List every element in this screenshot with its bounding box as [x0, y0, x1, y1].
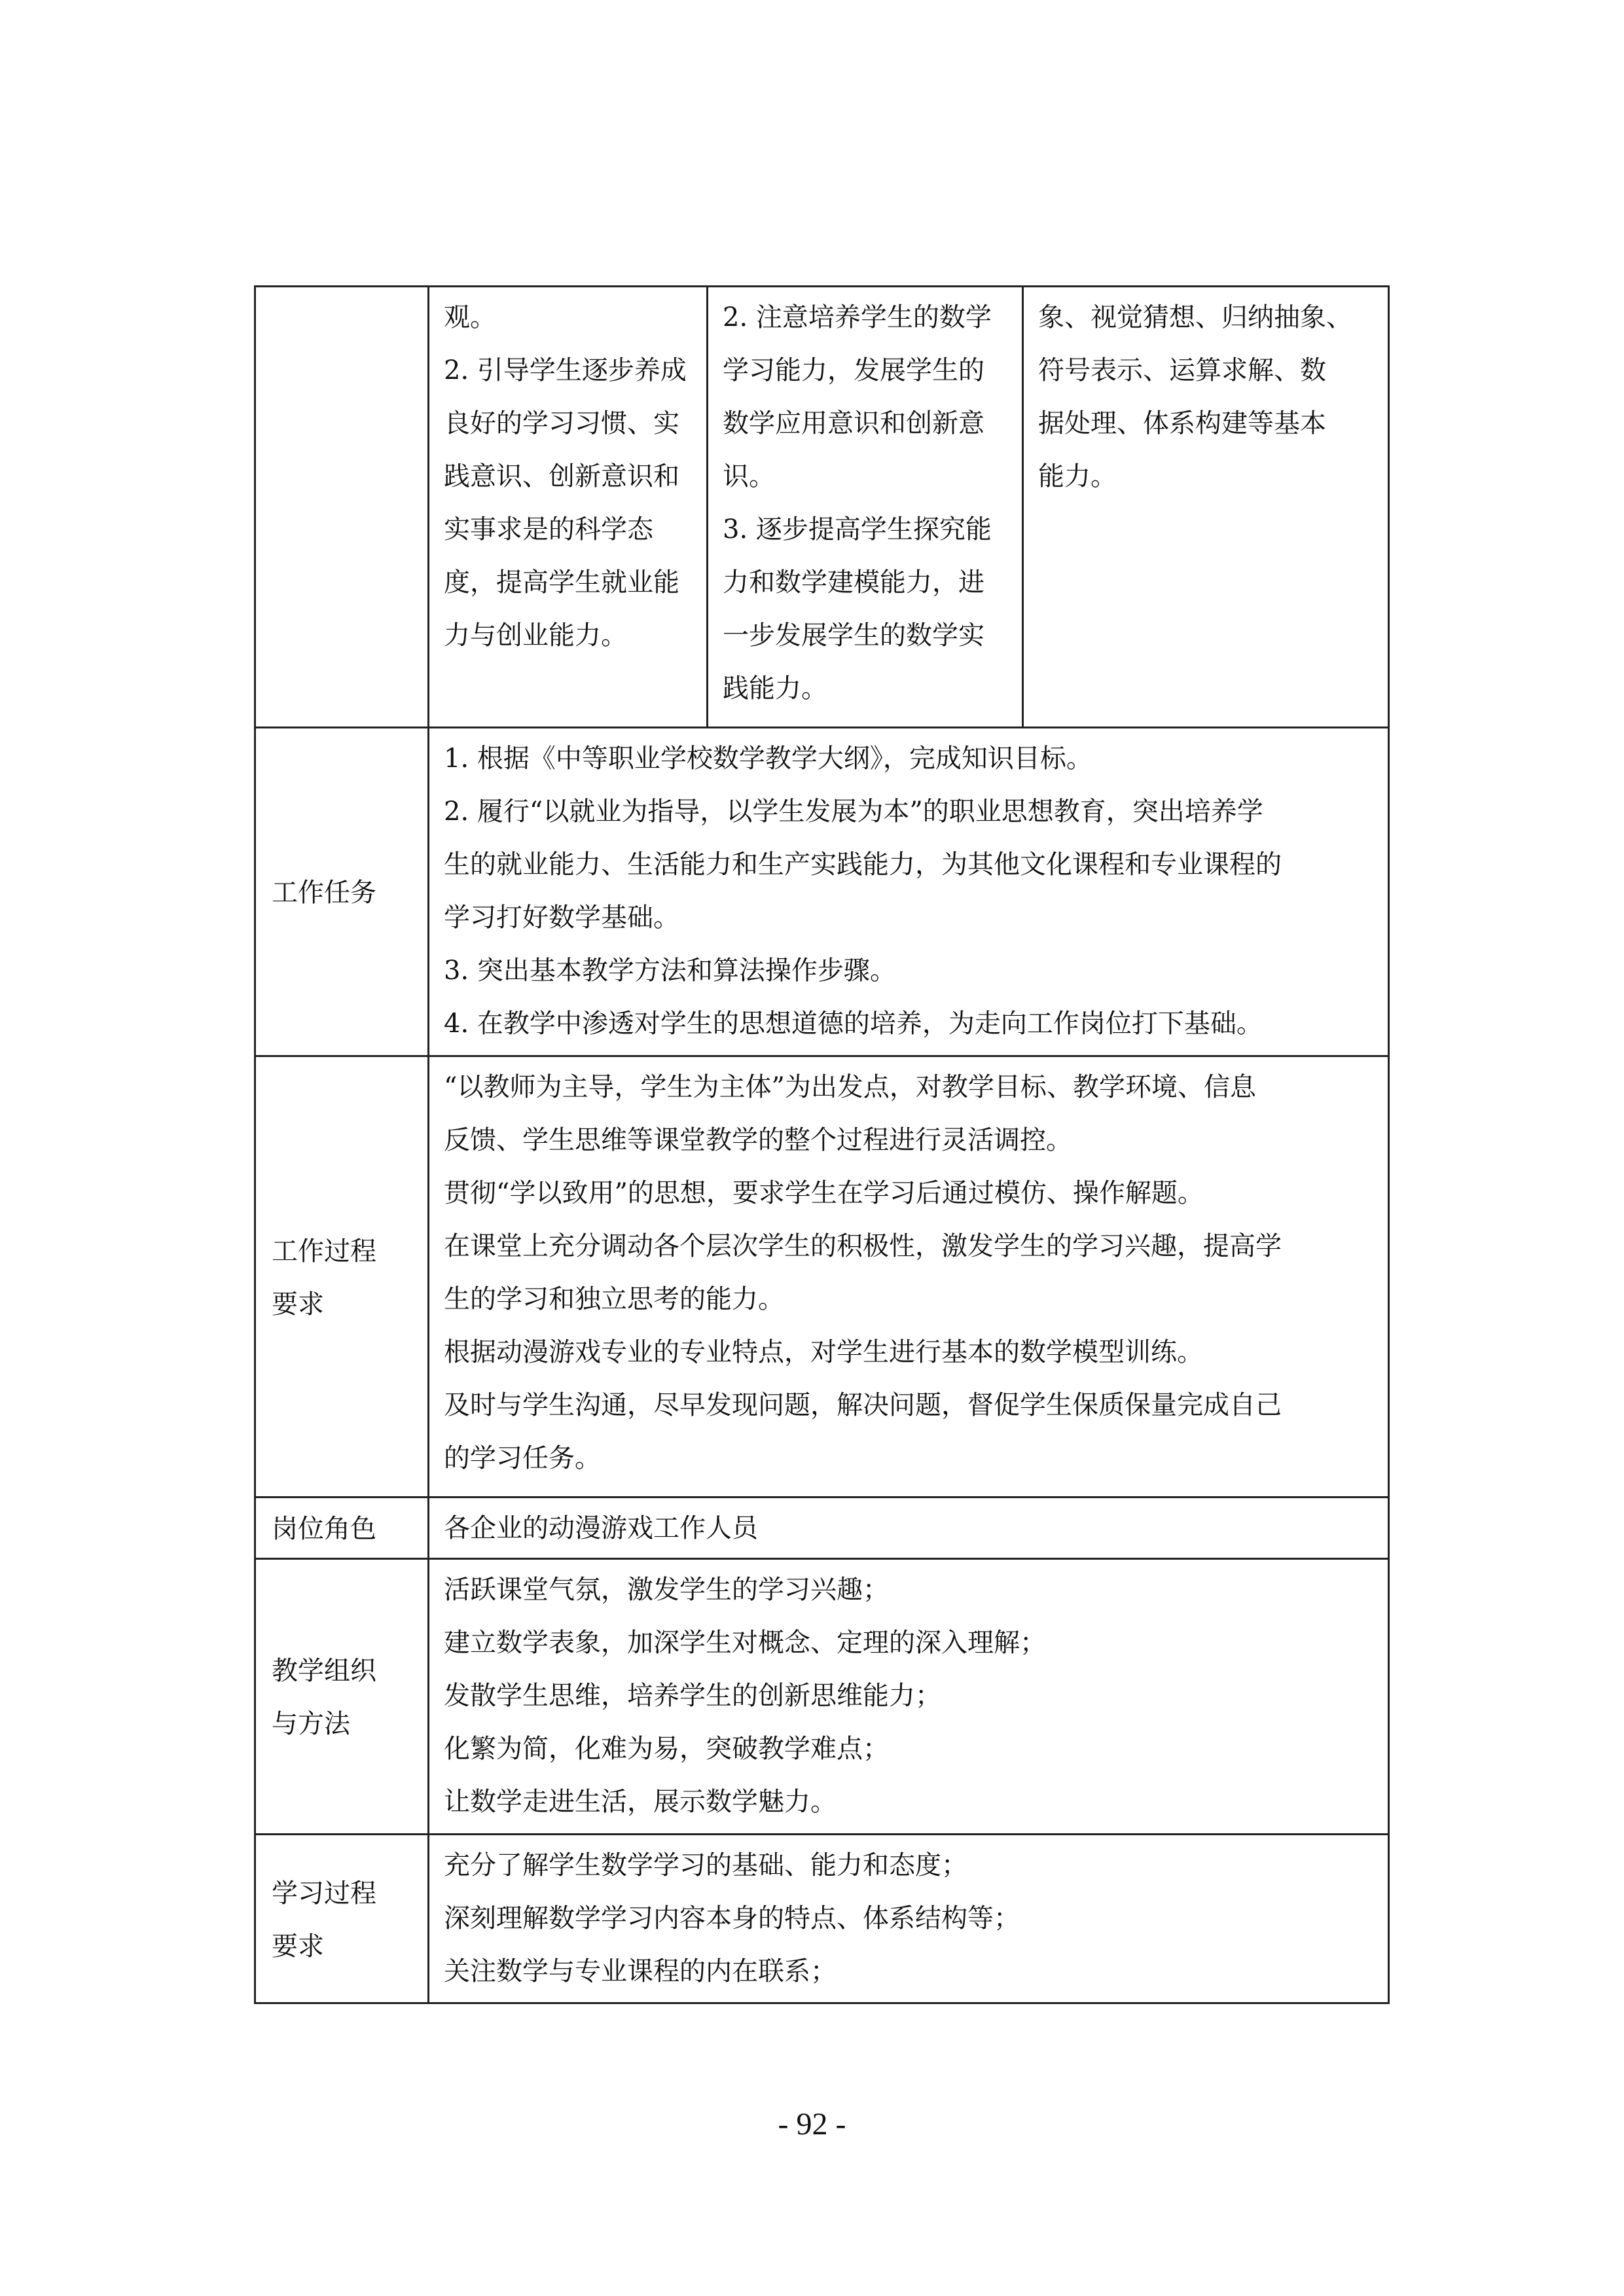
objectives-cell-1 — [429, 287, 708, 728]
row-content-work-process — [429, 1056, 1389, 1498]
row-label-work-tasks — [255, 728, 429, 1056]
objectives-cell-3 — [1023, 287, 1389, 728]
text-line: 教学组织 — [272, 1656, 376, 1686]
text-line: 观。 — [444, 302, 496, 332]
text-line: 能力。 — [1038, 461, 1117, 492]
row-label-teaching-methods — [255, 1559, 429, 1835]
text-line: 象、视觉猜想、归纳抽象、 — [1038, 302, 1352, 332]
page-number: - 92 - — [778, 2107, 846, 2142]
table-row-teaching-methods — [255, 1559, 1389, 1835]
text-line: 建立数学表象，加深学生对概念、定理的深入理解； — [444, 1628, 1046, 1658]
text-line: 践意识、创新意识和 — [444, 461, 679, 492]
course-table — [254, 285, 1390, 2004]
text-line: 2. 注意培养学生的数学 — [723, 302, 992, 332]
text-line: 生的学习和独立思考的能力。 — [444, 1284, 784, 1314]
text-line: 的学习任务。 — [444, 1443, 601, 1473]
text-line: “以教师为主导，学生为主体”为出发点，对教学目标、教学环境、信息 — [444, 1072, 1256, 1102]
text-line: 让数学走进生活，展示数学魅力。 — [444, 1787, 837, 1817]
text-line: 2. 引导学生逐步养成 — [444, 355, 687, 386]
text-line: 关注数学与专业课程的内在联系； — [444, 1956, 837, 1986]
row-content-teaching-methods — [429, 1559, 1389, 1835]
row-content-learning-process — [429, 1835, 1389, 2003]
text-line: 4. 在教学中渗透对学生的思想道德的培养，为走向工作岗位打下基础。 — [444, 1009, 1263, 1039]
text-line: 反馈、学生思维等课堂教学的整个过程进行灵活调控。 — [444, 1125, 1072, 1155]
text-line: 力与创业能力。 — [444, 620, 627, 651]
text-line: 1. 根据《中等职业学校数学教学大纲》，完成知识目标。 — [444, 744, 1092, 774]
text-line: 化繁为简，化难为易，突破教学难点； — [444, 1734, 889, 1764]
text-line: 岗位角色 — [272, 1514, 376, 1544]
table-row-work-process — [255, 1056, 1389, 1498]
text-line: 识。 — [723, 461, 775, 492]
text-line: 一步发展学生的数学实 — [723, 620, 984, 651]
text-line: 要求 — [272, 1931, 324, 1962]
table-row-objectives-continued — [255, 287, 1389, 728]
text-line: 实事求是的科学态 — [444, 514, 653, 545]
text-line: 学习过程 — [272, 1878, 376, 1909]
text-line: 据处理、体系构建等基本 — [1038, 408, 1326, 439]
text-line: 学习打好数学基础。 — [444, 903, 679, 933]
text-line: 度，提高学生就业能 — [444, 567, 679, 598]
text-line: 活跃课堂气氛，激发学生的学习兴趣； — [444, 1575, 889, 1605]
text-line: 及时与学生沟通，尽早发现问题，解决问题，督促学生保质保量完成自己 — [444, 1390, 1282, 1420]
text-line: 与方法 — [272, 1709, 350, 1739]
row-content-job-role — [429, 1498, 1389, 1559]
text-line: 力和数学建模能力，进 — [723, 567, 984, 598]
text-line: 生的就业能力、生活能力和生产实践能力，为其他文化课程和专业课程的 — [444, 850, 1282, 880]
text-line: 学习能力，发展学生的 — [723, 355, 984, 386]
text-line: 发散学生思维，培养学生的创新思维能力； — [444, 1681, 941, 1711]
text-line: 各企业的动漫游戏工作人员 — [444, 1513, 758, 1543]
text-line: 3. 突出基本教学方法和算法操作步骤。 — [444, 956, 896, 986]
table-row-job-role — [255, 1498, 1389, 1559]
text-line: 3. 逐步提高学生探究能 — [723, 514, 992, 545]
text-line: 符号表示、运算求解、数 — [1038, 355, 1326, 386]
text-line: 数学应用意识和创新意 — [723, 408, 984, 439]
text-line: 2. 履行“以就业为指导，以学生发展为本”的职业思想教育，突出培养学 — [444, 797, 1263, 827]
text-line: 要求 — [272, 1289, 324, 1319]
table-row-work-tasks — [255, 728, 1389, 1056]
text-line: 工作过程 — [272, 1236, 376, 1266]
text-line: 工作任务 — [272, 878, 376, 908]
row-label-job-role — [255, 1498, 429, 1559]
text-line: 践能力。 — [723, 673, 827, 704]
text-line: 深刻理解数学学习内容本身的特点、体系结构等； — [444, 1903, 1020, 1933]
empty-label-cell — [255, 287, 429, 728]
text-line: 根据动漫游戏专业的专业特点，对学生进行基本的数学模型训练。 — [444, 1337, 1203, 1367]
row-label-learning-process — [255, 1835, 429, 2003]
table-row-learning-process — [255, 1835, 1389, 2003]
text-line: 充分了解学生数学学习的基础、能力和态度； — [444, 1850, 967, 1880]
text-line: 贯彻“学以致用”的思想，要求学生在学习后通过模仿、操作解题。 — [444, 1178, 1204, 1208]
row-label-work-process — [255, 1056, 429, 1498]
text-line: 良好的学习习惯、实 — [444, 408, 679, 439]
text-line: 在课堂上充分调动各个层次学生的积极性，激发学生的学习兴趣，提高学 — [444, 1231, 1282, 1261]
row-content-work-tasks — [429, 728, 1389, 1056]
objectives-cell-2 — [708, 287, 1023, 728]
